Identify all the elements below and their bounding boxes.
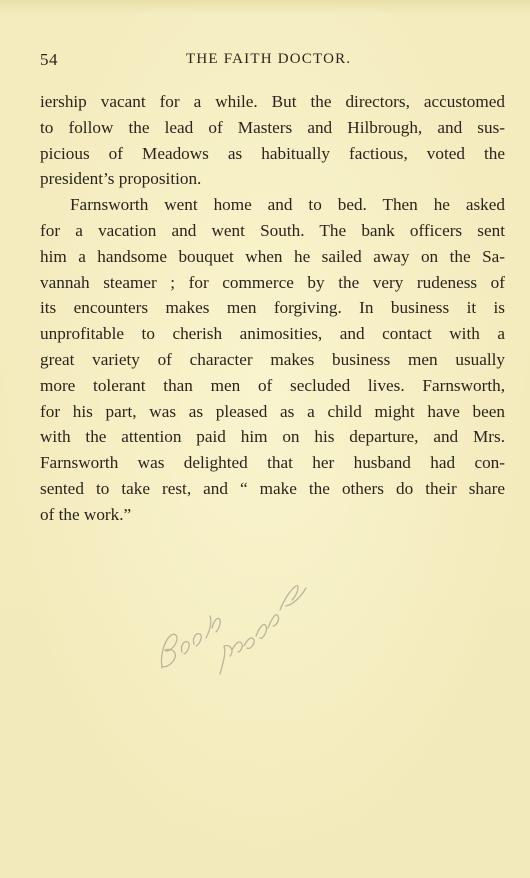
body-text (40, 89, 505, 528)
text-line: of the work.” (40, 504, 132, 524)
text-line: Farnsworth went home and to bed. Then he asked (70, 195, 505, 215)
text-line: with the attention paid him on his departure, and Mrs. (40, 427, 505, 447)
text-line: vannah steamer ; for commerce by the very rudeness of (40, 272, 505, 292)
text-line: picious of Meadows as habitually factious, voted the (40, 143, 505, 163)
text-line: for his part, was as pleased as a child might have been (40, 401, 505, 421)
text-line: great variety of character makes business men usually (40, 349, 505, 369)
text-line: to follow the lead of Masters and Hilbrough, and sus- (40, 117, 505, 137)
page-number: 54 (40, 50, 58, 69)
text-line: Farnsworth was delighted that her husband had con- (40, 453, 505, 473)
page-top-edge (0, 0, 530, 14)
running-head (40, 50, 505, 72)
text-line: iership vacant for a while. But the directors, accustomed (40, 92, 505, 111)
text-line: sented to take rest, and “ make the others do their share (40, 478, 505, 498)
paragraph-2 (40, 192, 505, 527)
text-line: more tolerant than men of secluded lives. Farnsworth, (40, 375, 505, 395)
text-line: president’s proposition. (40, 169, 202, 189)
paragraph-1 (40, 89, 505, 192)
text-line: its encounters makes men forgiving. In business it is (40, 298, 505, 318)
text-line: unprofitable to cherish animosities, and contact with a (40, 324, 505, 344)
text-line: for a vacation and went South. The bank officers sent (40, 220, 505, 240)
running-title: THE FAITH DOCTOR. (186, 51, 352, 67)
pencil-scribble-icon (150, 560, 320, 690)
text-line: him a handsome bouquet when he sailed away on the Sa- (40, 246, 505, 266)
